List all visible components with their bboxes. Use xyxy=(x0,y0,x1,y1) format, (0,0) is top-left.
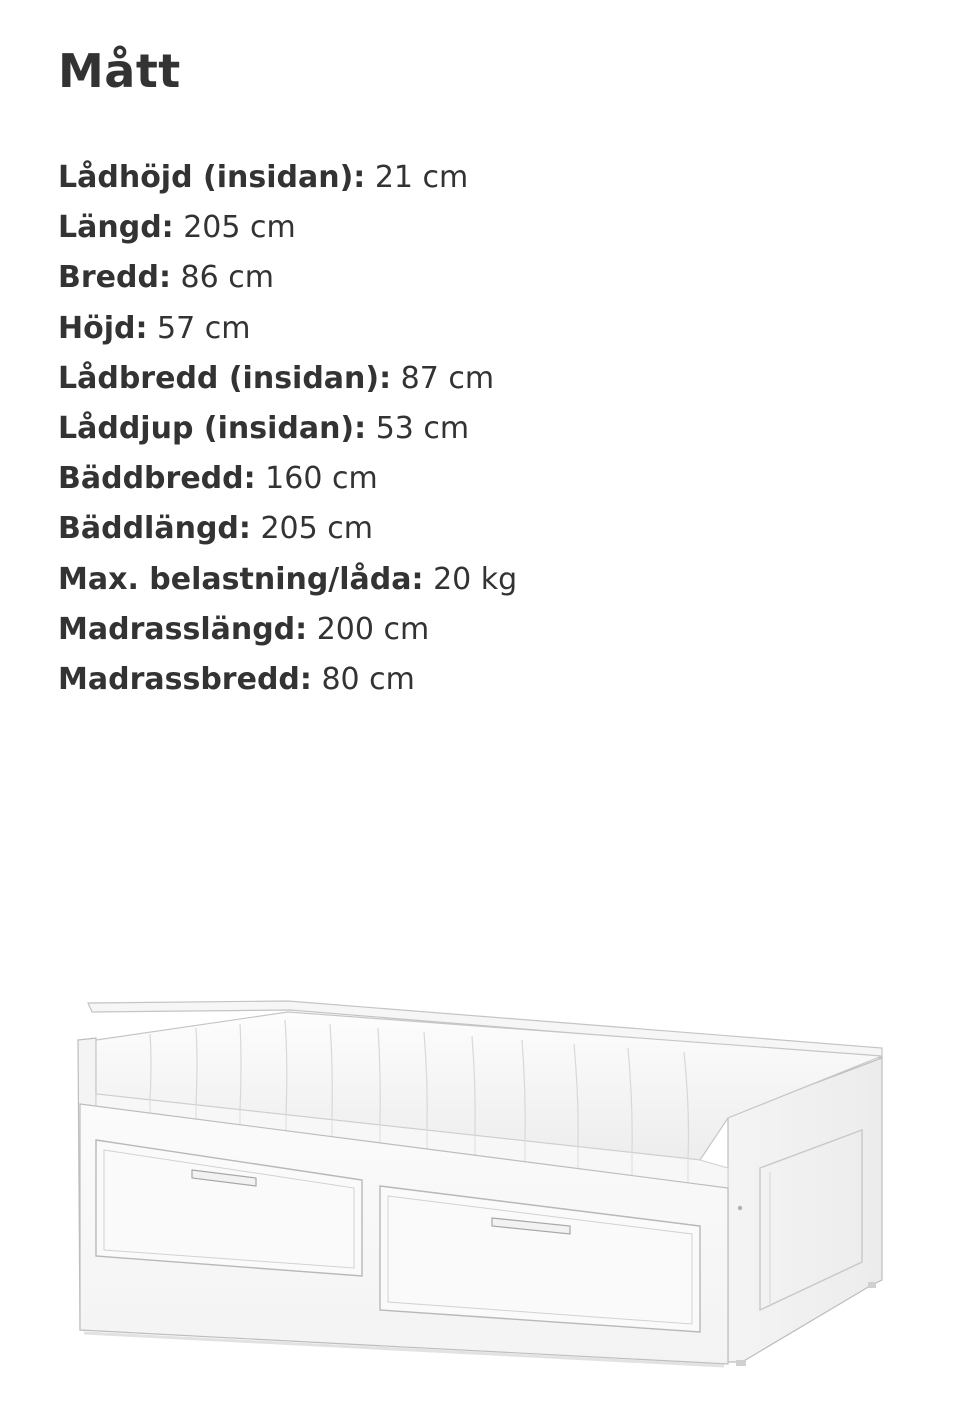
spec-label: Lådbredd (insidan): xyxy=(58,360,392,396)
spec-label: Madrasslängd: xyxy=(58,611,308,647)
spec-row xyxy=(58,256,517,306)
spec-value: 200 cm xyxy=(316,611,430,647)
spec-row xyxy=(58,507,517,557)
spec-row xyxy=(58,307,517,357)
spec-value: 80 cm xyxy=(321,661,415,697)
spec-value: 86 cm xyxy=(180,260,274,296)
spec-row xyxy=(58,658,517,708)
spec-label: Låddjup (insidan): xyxy=(58,410,367,446)
spec-row xyxy=(58,407,517,457)
spec-value: 20 kg xyxy=(433,561,518,597)
spec-label: Lådhöjd (insidan): xyxy=(58,160,366,195)
spec-row xyxy=(58,206,517,256)
spec-label: Längd: xyxy=(58,210,174,246)
spec-label: Bäddlängd: xyxy=(58,511,251,547)
page-title: Mått xyxy=(58,44,181,98)
daybed-product-image xyxy=(0,990,960,1380)
spec-value: 57 cm xyxy=(157,310,251,346)
spec-label: Max. belastning/låda: xyxy=(58,561,424,597)
spec-value: 87 cm xyxy=(400,360,495,396)
spec-value: 21 cm xyxy=(374,160,469,195)
spec-row xyxy=(58,357,517,407)
spec-label: Madrassbredd: xyxy=(58,661,312,697)
spec-value: 53 cm xyxy=(375,410,470,446)
dimensions-list xyxy=(58,156,517,708)
spec-value: 205 cm xyxy=(260,511,373,547)
spec-label: Höjd: xyxy=(58,310,148,346)
spec-value: 160 cm xyxy=(265,461,378,497)
spec-row xyxy=(58,156,517,206)
spec-row xyxy=(58,558,517,608)
spec-row xyxy=(58,457,517,507)
spec-label: Bäddbredd: xyxy=(58,461,256,497)
spec-value: 205 cm xyxy=(183,210,296,246)
spec-label: Bredd: xyxy=(58,260,171,296)
spec-row xyxy=(58,608,517,658)
